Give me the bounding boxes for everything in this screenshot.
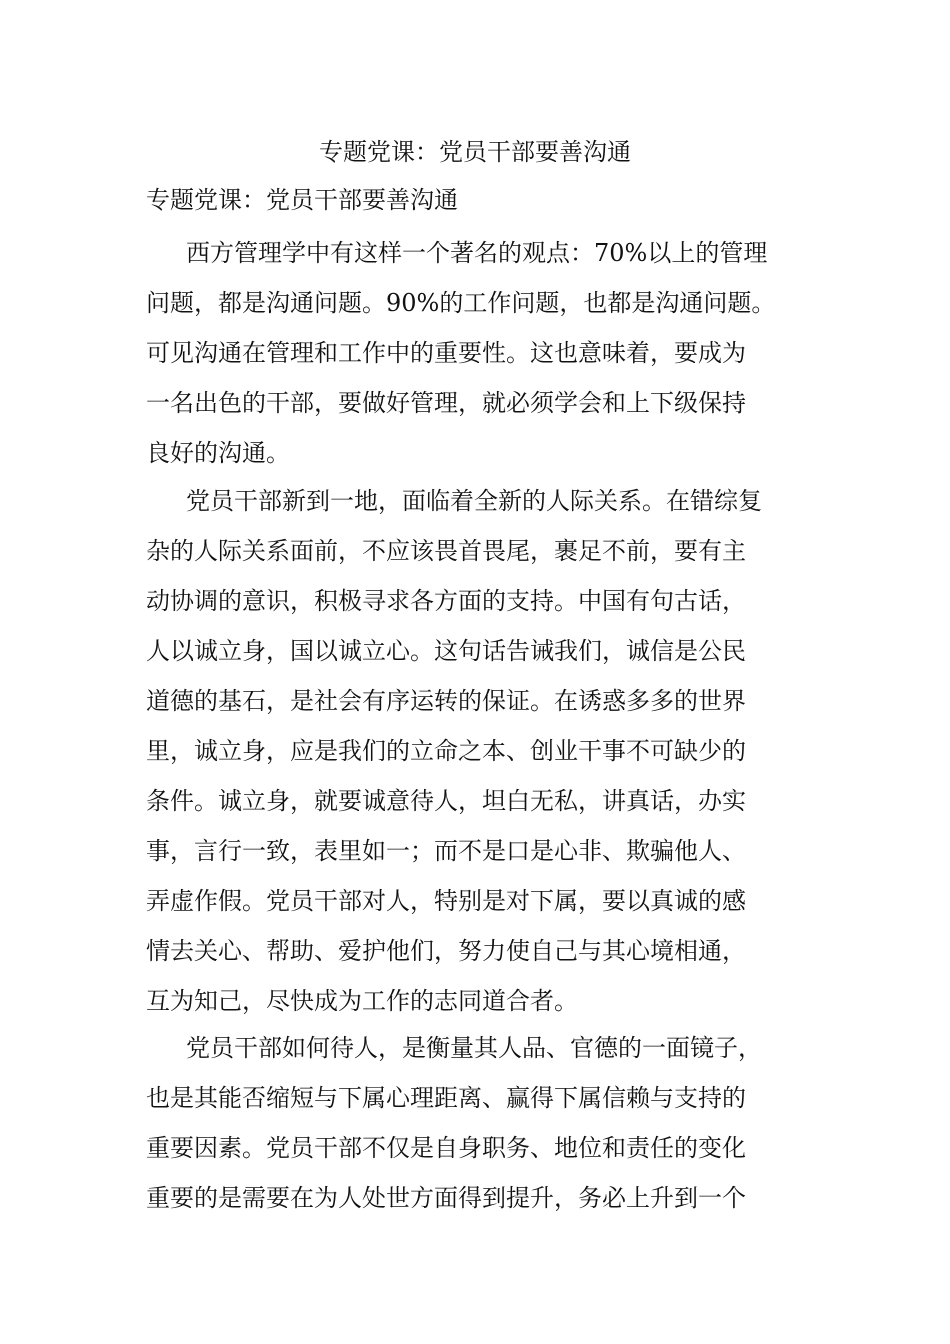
paragraph-line: 西方管理学中有这样一个著名的观点：70%以上的管理: [186, 239, 768, 267]
paragraph-line: 重要因素。党员干部不仅是自身职务、地位和责任的变化: [146, 1134, 746, 1162]
paragraph-line: 人以诚立身，国以诚立心。这句话告诫我们，诚信是公民: [146, 637, 746, 665]
paragraph-line: 一名出色的干部，要做好管理，就必须学会和上下级保持: [146, 389, 746, 417]
paragraph-line: 动协调的意识，积极寻求各方面的支持。中国有句古话，: [146, 587, 746, 615]
paragraph-2: [146, 476, 762, 1026]
paragraph-line: 重要的是需要在为人处世方面得到提升，务必上升到一个: [146, 1184, 746, 1212]
paragraph-line: 里，诚立身，应是我们的立命之本、创业干事不可缺少的: [146, 737, 746, 765]
paragraph-line: 问题，都是沟通问题。90%的工作问题，也都是沟通问题。: [146, 289, 776, 317]
paragraph-line: 良好的沟通。: [146, 439, 290, 467]
paragraph-line: 可见沟通在管理和工作中的重要性。这也意味着，要成为: [146, 339, 746, 367]
paragraph-line: 事，言行一致，表里如一；而不是口是心非、欺骗他人、: [146, 837, 746, 865]
paragraph-3: [146, 1023, 762, 1223]
paragraph-line: 党员干部新到一地，面临着全新的人际关系。在错综复: [186, 487, 762, 515]
paragraph-line: 互为知己，尽快成为工作的志同道合者。: [146, 987, 578, 1015]
document-title: 专题党课：党员干部要善沟通: [319, 138, 631, 166]
paragraph-line: 也是其能否缩短与下属心理距离、赢得下属信赖与支持的: [146, 1084, 746, 1112]
document-subtitle: 专题党课：党员干部要善沟通: [146, 186, 458, 214]
paragraph-line: 杂的人际关系面前，不应该畏首畏尾，裹足不前，要有主: [146, 537, 746, 565]
paragraph-line: 条件。诚立身，就要诚意待人，坦白无私，讲真话，办实: [146, 787, 746, 815]
paragraph-1: [146, 228, 775, 478]
paragraph-line: 弄虚作假。党员干部对人，特别是对下属，要以真诚的感: [146, 887, 746, 915]
paragraph-line: 党员干部如何待人，是衡量其人品、官德的一面镜子，: [186, 1034, 762, 1062]
paragraph-line: 道德的基石，是社会有序运转的保证。在诱惑多多的世界: [146, 687, 746, 715]
paragraph-line: 情去关心、帮助、爱护他们，努力使自己与其心境相通，: [146, 937, 746, 965]
